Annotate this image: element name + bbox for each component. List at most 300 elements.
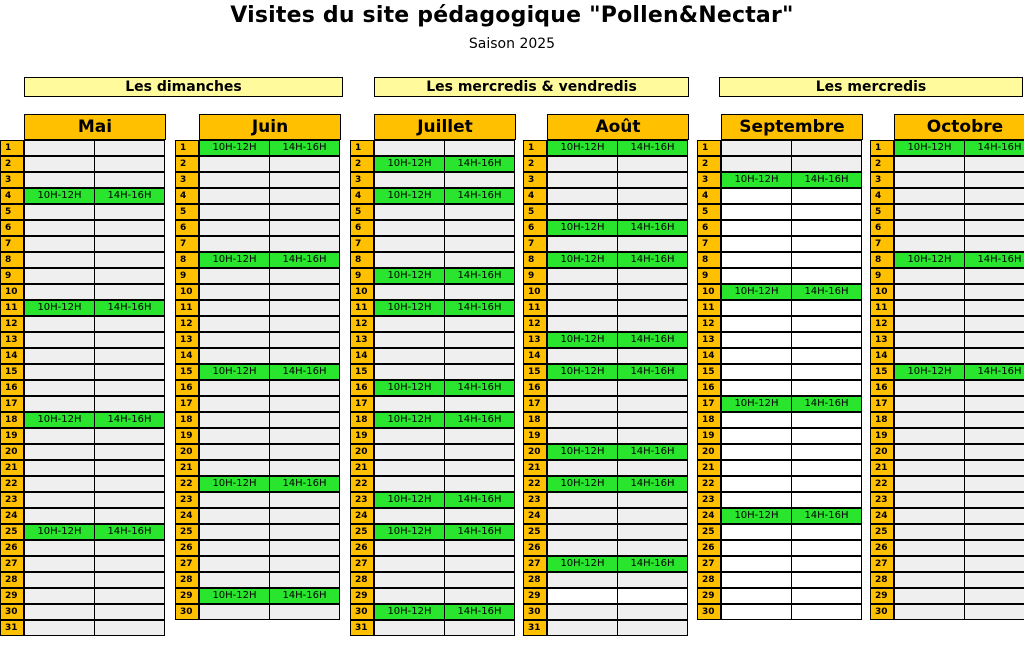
- day-number: 9: [175, 268, 199, 284]
- empty-slot: [24, 316, 95, 332]
- empty-slot: [374, 140, 445, 156]
- empty-slot: [721, 300, 792, 316]
- day-number: 1: [175, 140, 199, 156]
- page-subtitle: Saison 2025: [468, 36, 556, 52]
- empty-slot: [547, 300, 618, 316]
- visit-slot: 14H-16H: [94, 300, 165, 316]
- visit-slot: 14H-16H: [269, 364, 340, 380]
- day-number: 29: [697, 588, 721, 604]
- empty-slot: [24, 252, 95, 268]
- day-number: 23: [175, 492, 199, 508]
- empty-slot: [617, 604, 688, 620]
- empty-slot: [547, 380, 618, 396]
- empty-slot: [547, 588, 618, 604]
- empty-slot: [199, 540, 270, 556]
- day-number: 29: [870, 588, 894, 604]
- day-number: 1: [0, 140, 24, 156]
- empty-slot: [964, 396, 1024, 412]
- empty-slot: [894, 380, 965, 396]
- empty-slot: [24, 492, 95, 508]
- empty-slot: [791, 252, 862, 268]
- day-number: 27: [0, 556, 24, 572]
- empty-slot: [964, 220, 1024, 236]
- day-number: 25: [870, 524, 894, 540]
- band-les-dimanches: Les dimanches: [24, 77, 343, 97]
- empty-slot: [199, 188, 270, 204]
- empty-slot: [721, 428, 792, 444]
- empty-slot: [199, 236, 270, 252]
- day-number: 31: [0, 620, 24, 636]
- empty-slot: [617, 188, 688, 204]
- empty-slot: [374, 508, 445, 524]
- visit-slot: 10H-12H: [721, 172, 792, 188]
- day-number: 26: [870, 540, 894, 556]
- day-number: 12: [350, 316, 374, 332]
- day-number: 25: [697, 524, 721, 540]
- day-number: 12: [523, 316, 547, 332]
- empty-slot: [269, 412, 340, 428]
- day-number: 21: [0, 460, 24, 476]
- empty-slot: [444, 444, 515, 460]
- empty-slot: [269, 204, 340, 220]
- day-number: 19: [523, 428, 547, 444]
- day-number: 5: [870, 204, 894, 220]
- empty-slot: [199, 412, 270, 428]
- visit-slot: 14H-16H: [964, 140, 1024, 156]
- empty-slot: [374, 348, 445, 364]
- visit-slot: 14H-16H: [964, 364, 1024, 380]
- empty-slot: [894, 396, 965, 412]
- empty-slot: [791, 316, 862, 332]
- day-number: 21: [175, 460, 199, 476]
- day-number: 5: [175, 204, 199, 220]
- empty-slot: [721, 140, 792, 156]
- visit-slot: 14H-16H: [269, 252, 340, 268]
- empty-slot: [894, 172, 965, 188]
- empty-slot: [444, 364, 515, 380]
- day-number: 12: [870, 316, 894, 332]
- day-number: 6: [870, 220, 894, 236]
- empty-slot: [547, 156, 618, 172]
- day-number: 25: [350, 524, 374, 540]
- empty-slot: [617, 172, 688, 188]
- empty-slot: [617, 268, 688, 284]
- day-number: 11: [350, 300, 374, 316]
- month-header: Juillet: [374, 114, 516, 140]
- day-number: 11: [697, 300, 721, 316]
- visit-slot: 10H-12H: [374, 524, 445, 540]
- empty-slot: [269, 156, 340, 172]
- day-number: 21: [870, 460, 894, 476]
- empty-slot: [964, 300, 1024, 316]
- day-number: 3: [523, 172, 547, 188]
- visit-slot: 10H-12H: [374, 492, 445, 508]
- empty-slot: [24, 172, 95, 188]
- day-number: 24: [175, 508, 199, 524]
- empty-slot: [617, 588, 688, 604]
- day-number: 24: [523, 508, 547, 524]
- empty-slot: [269, 300, 340, 316]
- empty-slot: [547, 428, 618, 444]
- visit-slot: 14H-16H: [94, 412, 165, 428]
- band-les-mercredis: Les mercredis: [719, 77, 1023, 97]
- empty-slot: [721, 332, 792, 348]
- empty-slot: [791, 204, 862, 220]
- day-number: 14: [350, 348, 374, 364]
- empty-slot: [964, 412, 1024, 428]
- empty-slot: [547, 572, 618, 588]
- empty-slot: [199, 396, 270, 412]
- visit-slot: 10H-12H: [199, 588, 270, 604]
- day-number: 27: [523, 556, 547, 572]
- empty-slot: [94, 140, 165, 156]
- visit-slot: 10H-12H: [199, 364, 270, 380]
- visit-slot: 10H-12H: [547, 476, 618, 492]
- day-number: 11: [175, 300, 199, 316]
- empty-slot: [269, 236, 340, 252]
- day-number: 15: [350, 364, 374, 380]
- empty-slot: [94, 332, 165, 348]
- empty-slot: [374, 204, 445, 220]
- empty-slot: [269, 332, 340, 348]
- visit-slot: 14H-16H: [444, 604, 515, 620]
- day-number: 13: [697, 332, 721, 348]
- empty-slot: [269, 604, 340, 620]
- empty-slot: [547, 396, 618, 412]
- day-number: 1: [350, 140, 374, 156]
- visit-slot: 14H-16H: [791, 284, 862, 300]
- empty-slot: [374, 332, 445, 348]
- empty-slot: [199, 380, 270, 396]
- empty-slot: [964, 524, 1024, 540]
- empty-slot: [721, 412, 792, 428]
- day-number: 16: [350, 380, 374, 396]
- visit-slot: 10H-12H: [547, 220, 618, 236]
- day-number: 7: [697, 236, 721, 252]
- empty-slot: [791, 220, 862, 236]
- day-number: 26: [0, 540, 24, 556]
- empty-slot: [199, 524, 270, 540]
- visit-slot: 14H-16H: [444, 412, 515, 428]
- empty-slot: [24, 620, 95, 636]
- empty-slot: [791, 236, 862, 252]
- month-header: Août: [547, 114, 689, 140]
- empty-slot: [269, 348, 340, 364]
- visit-slot: 14H-16H: [617, 476, 688, 492]
- empty-slot: [24, 284, 95, 300]
- visit-slot: 10H-12H: [374, 156, 445, 172]
- day-number: 3: [175, 172, 199, 188]
- empty-slot: [617, 300, 688, 316]
- day-number: 9: [0, 268, 24, 284]
- day-number: 8: [697, 252, 721, 268]
- empty-slot: [94, 588, 165, 604]
- month-header: Juin: [199, 114, 341, 140]
- day-number: 14: [0, 348, 24, 364]
- empty-slot: [894, 204, 965, 220]
- day-number: 26: [350, 540, 374, 556]
- day-number: 28: [0, 572, 24, 588]
- empty-slot: [894, 460, 965, 476]
- empty-slot: [269, 428, 340, 444]
- empty-slot: [547, 172, 618, 188]
- day-number: 3: [697, 172, 721, 188]
- day-number: 9: [870, 268, 894, 284]
- day-number: 8: [0, 252, 24, 268]
- empty-slot: [617, 156, 688, 172]
- day-number: 22: [175, 476, 199, 492]
- empty-slot: [964, 572, 1024, 588]
- empty-slot: [721, 364, 792, 380]
- empty-slot: [547, 236, 618, 252]
- visit-slot: 14H-16H: [269, 588, 340, 604]
- day-number: 4: [0, 188, 24, 204]
- day-number: 28: [175, 572, 199, 588]
- day-number: 6: [350, 220, 374, 236]
- month-header: Octobre: [894, 114, 1024, 140]
- day-number: 15: [523, 364, 547, 380]
- day-number: 24: [0, 508, 24, 524]
- empty-slot: [617, 236, 688, 252]
- day-number: 9: [350, 268, 374, 284]
- day-number: 19: [175, 428, 199, 444]
- empty-slot: [444, 428, 515, 444]
- visit-slot: 14H-16H: [791, 396, 862, 412]
- empty-slot: [894, 268, 965, 284]
- empty-slot: [94, 604, 165, 620]
- day-number: 10: [350, 284, 374, 300]
- empty-slot: [791, 348, 862, 364]
- day-number: 7: [350, 236, 374, 252]
- empty-slot: [964, 588, 1024, 604]
- day-number: 4: [697, 188, 721, 204]
- day-number: 23: [523, 492, 547, 508]
- empty-slot: [199, 220, 270, 236]
- empty-slot: [617, 204, 688, 220]
- empty-slot: [444, 540, 515, 556]
- visit-slot: 14H-16H: [269, 140, 340, 156]
- day-number: 11: [523, 300, 547, 316]
- empty-slot: [24, 556, 95, 572]
- visit-slot: 10H-12H: [894, 364, 965, 380]
- empty-slot: [894, 236, 965, 252]
- empty-slot: [721, 252, 792, 268]
- empty-slot: [199, 300, 270, 316]
- empty-slot: [964, 172, 1024, 188]
- visit-slot: 14H-16H: [94, 188, 165, 204]
- day-number: 28: [697, 572, 721, 588]
- empty-slot: [444, 476, 515, 492]
- empty-slot: [94, 316, 165, 332]
- empty-slot: [444, 588, 515, 604]
- empty-slot: [94, 428, 165, 444]
- empty-slot: [547, 188, 618, 204]
- empty-slot: [721, 588, 792, 604]
- empty-slot: [199, 460, 270, 476]
- empty-slot: [269, 540, 340, 556]
- empty-slot: [24, 220, 95, 236]
- day-number: 18: [350, 412, 374, 428]
- empty-slot: [721, 524, 792, 540]
- empty-slot: [199, 444, 270, 460]
- empty-slot: [547, 284, 618, 300]
- empty-slot: [94, 476, 165, 492]
- visit-slot: 10H-12H: [24, 300, 95, 316]
- day-number: 17: [175, 396, 199, 412]
- visit-slot: 14H-16H: [617, 556, 688, 572]
- day-number: 28: [523, 572, 547, 588]
- empty-slot: [791, 444, 862, 460]
- empty-slot: [199, 316, 270, 332]
- empty-slot: [791, 540, 862, 556]
- empty-slot: [894, 428, 965, 444]
- empty-slot: [721, 220, 792, 236]
- empty-slot: [617, 540, 688, 556]
- empty-slot: [894, 492, 965, 508]
- day-number: 2: [870, 156, 894, 172]
- visit-slot: 14H-16H: [617, 444, 688, 460]
- empty-slot: [894, 412, 965, 428]
- day-number: 24: [350, 508, 374, 524]
- empty-slot: [547, 524, 618, 540]
- empty-slot: [791, 476, 862, 492]
- empty-slot: [791, 588, 862, 604]
- visit-slot: 14H-16H: [444, 268, 515, 284]
- empty-slot: [617, 380, 688, 396]
- empty-slot: [721, 556, 792, 572]
- empty-slot: [547, 268, 618, 284]
- day-number: 1: [870, 140, 894, 156]
- empty-slot: [791, 492, 862, 508]
- day-number: 14: [523, 348, 547, 364]
- empty-slot: [269, 444, 340, 460]
- empty-slot: [24, 236, 95, 252]
- day-number: 28: [350, 572, 374, 588]
- day-number: 17: [697, 396, 721, 412]
- empty-slot: [94, 460, 165, 476]
- empty-slot: [964, 492, 1024, 508]
- day-number: 5: [523, 204, 547, 220]
- day-number: 3: [870, 172, 894, 188]
- empty-slot: [791, 332, 862, 348]
- empty-slot: [199, 268, 270, 284]
- empty-slot: [721, 476, 792, 492]
- empty-slot: [894, 188, 965, 204]
- day-number: 29: [175, 588, 199, 604]
- day-number: 20: [523, 444, 547, 460]
- visit-slot: 10H-12H: [547, 556, 618, 572]
- empty-slot: [269, 188, 340, 204]
- empty-slot: [791, 156, 862, 172]
- empty-slot: [721, 268, 792, 284]
- empty-slot: [721, 460, 792, 476]
- day-number: 6: [175, 220, 199, 236]
- empty-slot: [24, 204, 95, 220]
- day-number: 10: [697, 284, 721, 300]
- visit-slot: 10H-12H: [547, 364, 618, 380]
- visit-slot: 10H-12H: [374, 604, 445, 620]
- empty-slot: [269, 460, 340, 476]
- empty-slot: [374, 540, 445, 556]
- visit-slot: 14H-16H: [269, 476, 340, 492]
- visit-slot: 10H-12H: [894, 140, 965, 156]
- empty-slot: [964, 204, 1024, 220]
- empty-slot: [721, 188, 792, 204]
- empty-slot: [374, 396, 445, 412]
- empty-slot: [374, 460, 445, 476]
- empty-slot: [94, 348, 165, 364]
- day-number: 21: [350, 460, 374, 476]
- empty-slot: [94, 236, 165, 252]
- day-number: 19: [697, 428, 721, 444]
- empty-slot: [94, 252, 165, 268]
- empty-slot: [547, 620, 618, 636]
- empty-slot: [269, 508, 340, 524]
- empty-slot: [94, 444, 165, 460]
- day-number: 9: [523, 268, 547, 284]
- empty-slot: [791, 268, 862, 284]
- day-number: 19: [350, 428, 374, 444]
- day-number: 23: [697, 492, 721, 508]
- empty-slot: [94, 172, 165, 188]
- day-number: 13: [175, 332, 199, 348]
- day-number: 18: [523, 412, 547, 428]
- day-number: 5: [697, 204, 721, 220]
- day-number: 21: [697, 460, 721, 476]
- empty-slot: [964, 540, 1024, 556]
- empty-slot: [24, 444, 95, 460]
- day-number: 16: [523, 380, 547, 396]
- visit-slot: 14H-16H: [617, 332, 688, 348]
- empty-slot: [269, 316, 340, 332]
- empty-slot: [547, 412, 618, 428]
- day-number: 8: [350, 252, 374, 268]
- empty-slot: [444, 620, 515, 636]
- day-number: 14: [697, 348, 721, 364]
- visit-slot: 10H-12H: [374, 300, 445, 316]
- day-number: 26: [175, 540, 199, 556]
- empty-slot: [964, 380, 1024, 396]
- day-number: 8: [175, 252, 199, 268]
- empty-slot: [894, 556, 965, 572]
- day-number: 17: [0, 396, 24, 412]
- visit-slot: 14H-16H: [444, 156, 515, 172]
- empty-slot: [547, 460, 618, 476]
- empty-slot: [964, 188, 1024, 204]
- day-number: 10: [870, 284, 894, 300]
- day-number: 11: [870, 300, 894, 316]
- empty-slot: [269, 380, 340, 396]
- day-number: 22: [523, 476, 547, 492]
- empty-slot: [374, 620, 445, 636]
- day-number: 30: [350, 604, 374, 620]
- empty-slot: [617, 620, 688, 636]
- empty-slot: [374, 476, 445, 492]
- visit-slot: 10H-12H: [547, 140, 618, 156]
- visit-slot: 14H-16H: [444, 492, 515, 508]
- empty-slot: [444, 204, 515, 220]
- empty-slot: [964, 268, 1024, 284]
- day-number: 1: [697, 140, 721, 156]
- visit-slot: 14H-16H: [617, 364, 688, 380]
- empty-slot: [94, 620, 165, 636]
- empty-slot: [894, 604, 965, 620]
- visit-slot: 14H-16H: [444, 524, 515, 540]
- empty-slot: [791, 460, 862, 476]
- day-number: 27: [175, 556, 199, 572]
- visit-slot: 14H-16H: [964, 252, 1024, 268]
- empty-slot: [199, 508, 270, 524]
